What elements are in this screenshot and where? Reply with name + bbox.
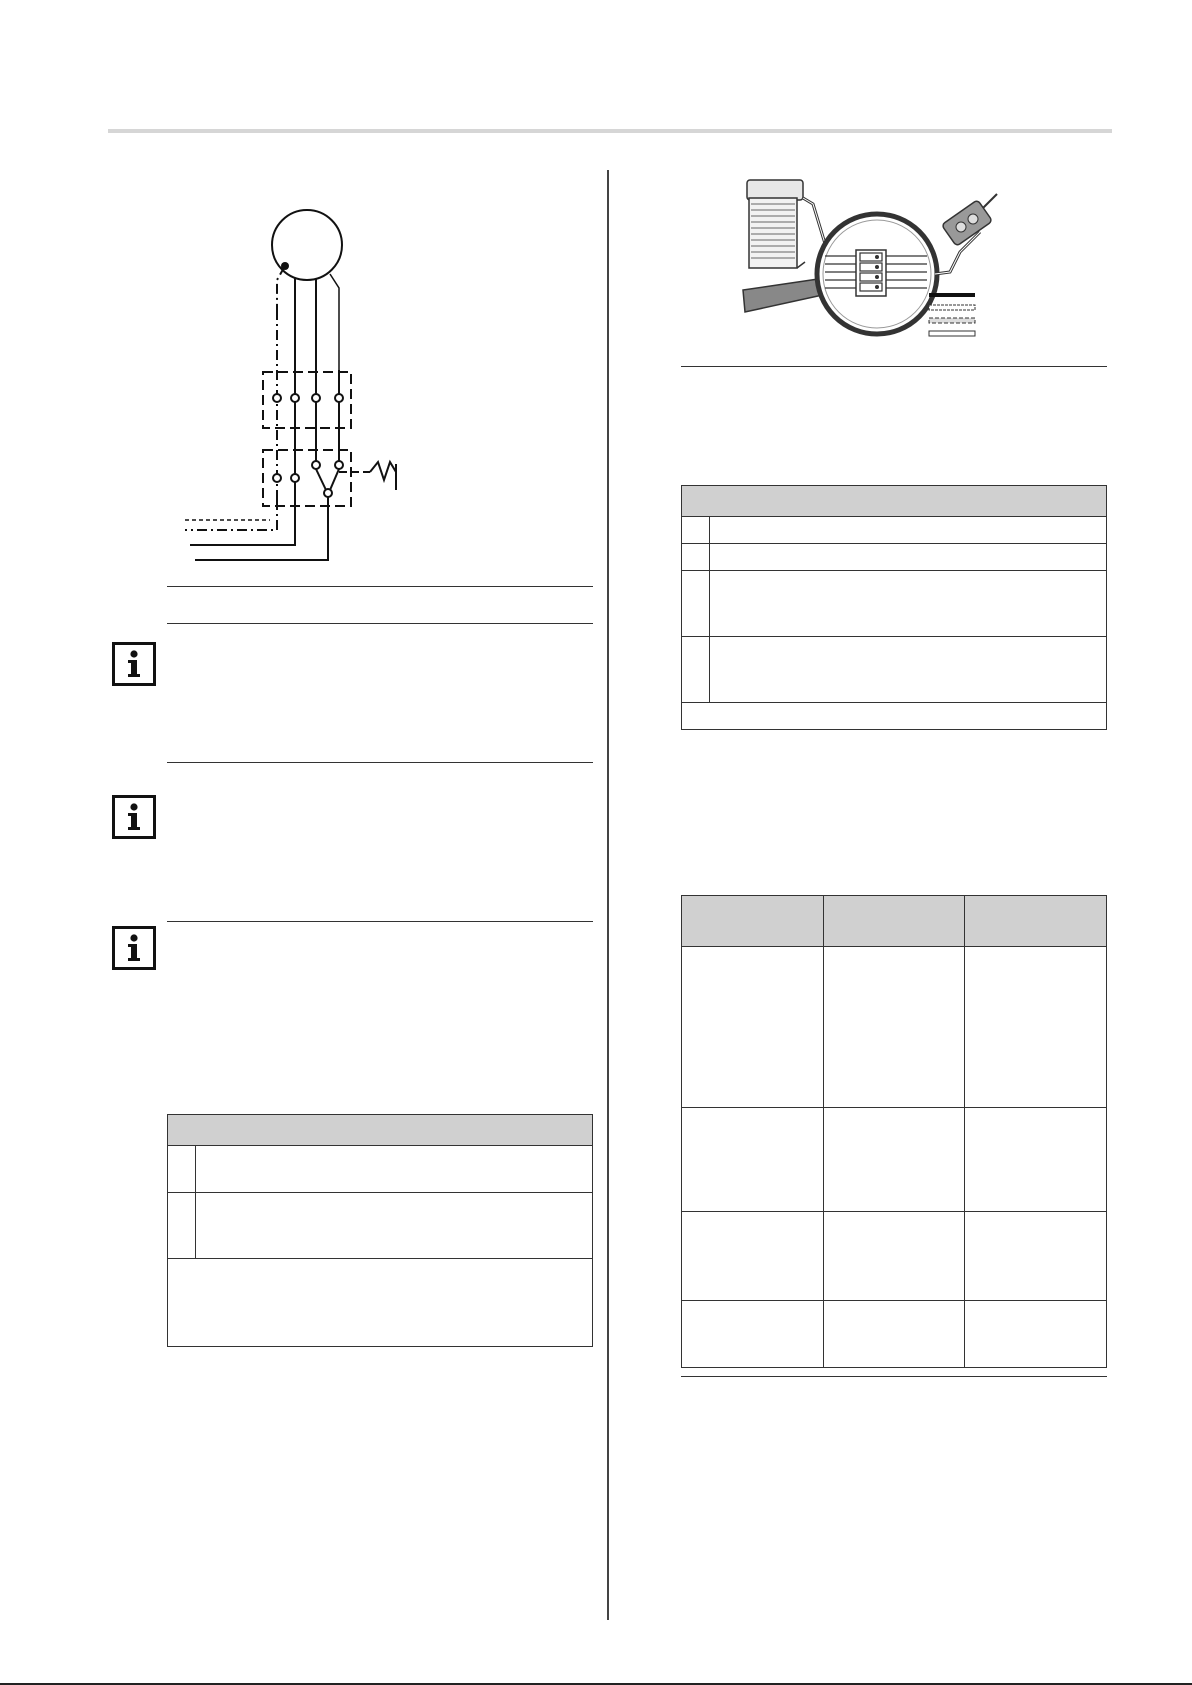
shutter-wiring-illustration	[735, 172, 1015, 342]
table-row	[682, 637, 1107, 703]
table-footer	[682, 703, 1107, 730]
table-row	[168, 1146, 593, 1193]
row-number	[682, 637, 710, 703]
table-row	[682, 517, 1107, 544]
legend-table	[681, 485, 1107, 730]
table-cell	[823, 1108, 965, 1212]
table-row	[682, 1301, 1107, 1368]
column-header	[965, 896, 1107, 947]
roller-shutter-icon	[747, 180, 805, 268]
table-cell	[682, 1212, 824, 1301]
column-header	[823, 896, 965, 947]
row-text	[710, 637, 1107, 703]
motor-wiring-diagram	[170, 200, 430, 570]
table-cell	[682, 1301, 824, 1368]
info-icon	[112, 795, 156, 839]
row-text	[196, 1193, 593, 1259]
table-row	[682, 1108, 1107, 1212]
table-row	[682, 1212, 1107, 1301]
table-row	[682, 947, 1107, 1108]
section-rule	[167, 623, 593, 624]
row-number	[682, 517, 710, 544]
info-icon	[112, 642, 156, 686]
table-row	[682, 544, 1107, 571]
table-cell	[682, 1108, 824, 1212]
section-rule	[167, 586, 593, 587]
row-number	[682, 571, 710, 637]
table-cell	[965, 1212, 1107, 1301]
table-cell	[965, 947, 1107, 1108]
table-row	[682, 571, 1107, 637]
table-cell	[823, 947, 965, 1108]
section-rule	[681, 366, 1107, 367]
column-divider	[607, 170, 609, 1620]
row-text	[710, 517, 1107, 544]
section-rule	[681, 1376, 1107, 1377]
table-cell	[965, 1301, 1107, 1368]
table-header	[682, 486, 1107, 517]
spec-table	[681, 895, 1107, 1368]
header-rule	[108, 129, 1112, 133]
column-header	[682, 896, 824, 947]
row-text	[710, 571, 1107, 637]
row-number	[168, 1146, 196, 1193]
table-cell	[823, 1301, 965, 1368]
row-text	[196, 1146, 593, 1193]
table-cell	[823, 1212, 965, 1301]
table-footer	[168, 1259, 593, 1347]
row-text	[710, 544, 1107, 571]
row-number	[168, 1193, 196, 1259]
table-header	[168, 1115, 593, 1146]
row-number	[682, 544, 710, 571]
section-rule	[167, 762, 593, 763]
wiring-table	[167, 1114, 593, 1347]
table-row	[168, 1193, 593, 1259]
section-rule	[167, 921, 593, 922]
switch-icon	[942, 194, 997, 246]
info-icon	[112, 926, 156, 970]
table-cell	[682, 947, 824, 1108]
table-cell	[965, 1108, 1107, 1212]
